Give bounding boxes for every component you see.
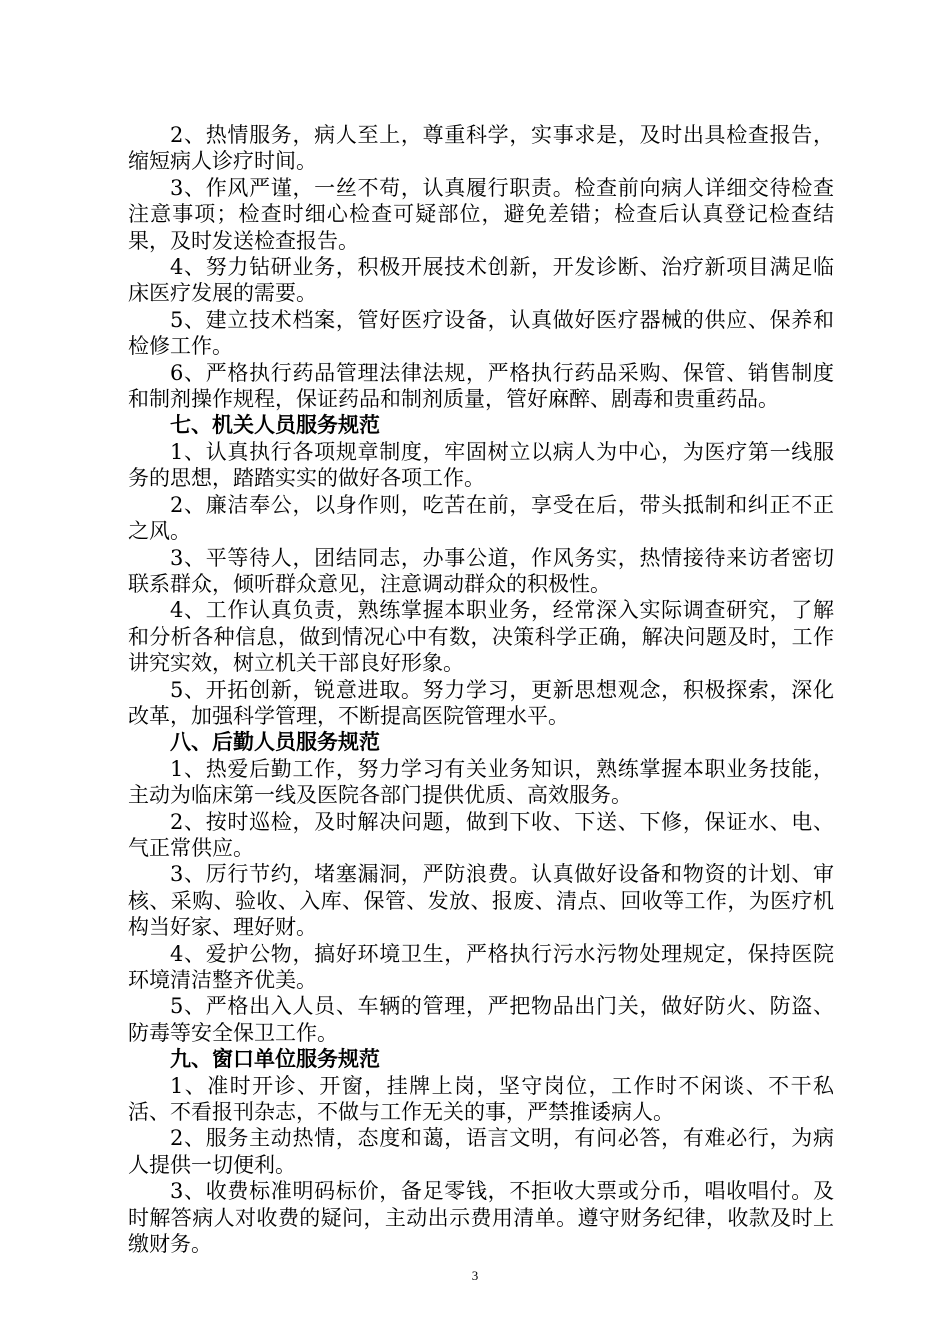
- paragraph: 1、热爱后勤工作，努力学习有关业务知识，熟练掌握本职业务技能，主动为临床第一线及医院各部门提供优质、高效服务。: [128, 756, 834, 808]
- paragraph: 5、严格出入人员、车辆的管理，严把物品出门关，做好防火、防盗、防毒等安全保卫工作。: [128, 994, 834, 1045]
- paragraph: 3、厉行节约，堵塞漏洞，严防浪费。认真做好设备和物资的计划、审核、采购、验收、入库、保管、发放、报废、清点、回收等工作，为医疗机构当好家、理好财。: [128, 862, 834, 940]
- paragraph: 4、爱护公物，搞好环境卫生，严格执行污水污物处理规定，保持医院环境清洁整齐优美。: [128, 941, 834, 992]
- paragraph: 5、开拓创新，锐意进取。努力学习，更新思想观念，积极探索，深化改革，加强科学管理，不断提高医院管理水平。: [128, 677, 834, 728]
- paragraph: 3、收费标准明码标价，备足零钱，不拒收大票或分币，唱收唱付。及时解答病人对收费的疑问，主动出示费用清单。遵守财务纪律，收款及时上缴财务。: [128, 1179, 834, 1257]
- paragraph: 2、热情服务，病人至上，尊重科学，实事求是，及时出具检查报告，缩短病人诊疗时间。: [128, 123, 834, 174]
- section-heading: 八、后勤人员服务规范: [170, 729, 380, 755]
- paragraph: 2、按时巡检，及时解决问题，做到下收、下送、下修，保证水、电、气正常供应。: [128, 809, 834, 860]
- paragraph: 6、严格执行药品管理法律法规，严格执行药品采购、保管、销售制度和制剂操作规程，保证药品和制剂质量，管好麻醉、剧毒和贵重药品。: [128, 360, 834, 412]
- paragraph: 1、认真执行各项规章制度，牢固树立以病人为中心，为医疗第一线服务的思想，踏踏实实的做好各项工作。: [128, 439, 834, 491]
- page-number: 3: [471, 1268, 479, 1283]
- paragraph: 3、作风严谨，一丝不苟，认真履行职责。检查前向病人详细交待检查注意事项；检查时细心检查可疑部位，避免差错；检查后认真登记检查结果，及时发送检查报告。: [128, 175, 834, 253]
- paragraph: 4、努力钻研业务，积极开展技术创新，开发诊断、治疗新项目满足临床医疗发展的需要。: [128, 255, 834, 306]
- paragraph: 5、建立技术档案，管好医疗设备，认真做好医疗器械的供应、保养和检修工作。: [128, 307, 834, 359]
- paragraph: 3、平等待人，团结同志，办事公道，作风务实，热情接待来访者密切联系群众，倾听群众意见，注意调动群众的积极性。: [128, 545, 834, 596]
- section-heading: 七、机关人员服务规范: [170, 412, 380, 438]
- paragraph: 2、廉洁奉公，以身作则，吃苦在前，享受在后，带头抵制和纠正不正之风。: [128, 492, 834, 544]
- section-heading: 九、窗口单位服务规范: [170, 1046, 380, 1072]
- paragraph: 4、工作认真负责，熟练掌握本职业务，经常深入实际调查研究，了解和分析各种信息，做到情况心中有数，决策科学正确，解决问题及时，工作讲究实效，树立机关干部良好形象。: [128, 598, 834, 676]
- paragraph: 2、服务主动热情，态度和蔼，语言文明，有问必答，有难必行，为病人提供一切便利。: [128, 1126, 834, 1177]
- paragraph: 1、准时开诊、开窗，挂牌上岗，坚守岗位，工作时不闲谈、不干私活、不看报刊杂志，不做与工作无关的事，严禁推诿病人。: [128, 1073, 834, 1125]
- document-body: [128, 122, 834, 1257]
